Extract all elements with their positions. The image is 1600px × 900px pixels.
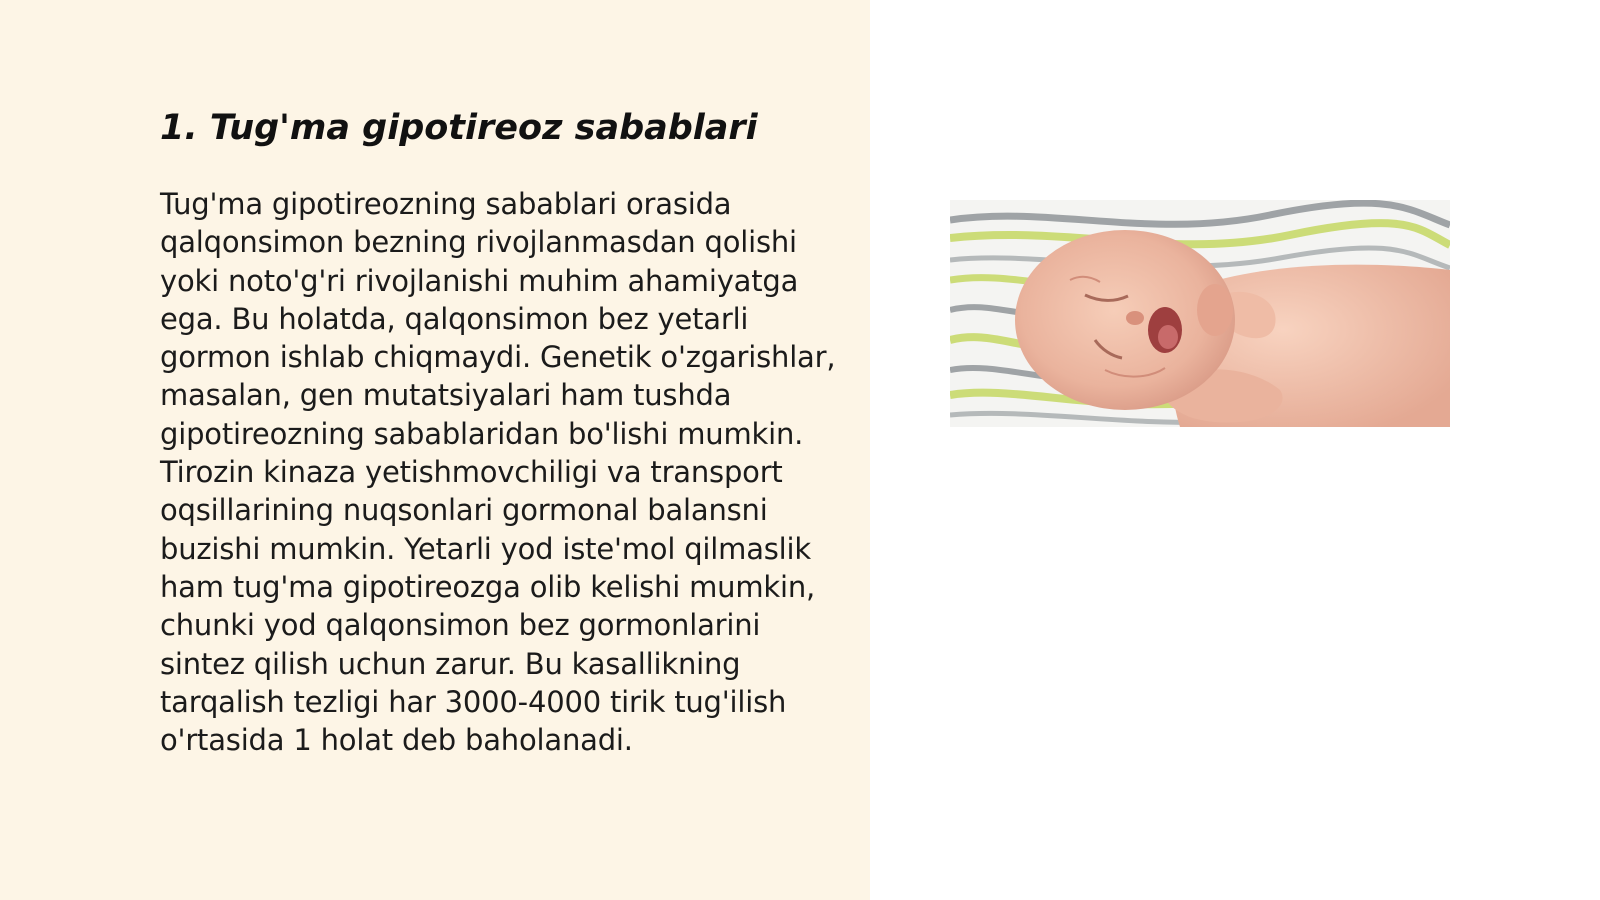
newborn-photo	[950, 200, 1450, 427]
newborn-baby-image	[950, 200, 1450, 427]
slide-body-text: Tug'ma gipotireozning sabablari orasida qalqonsimon bezning rivojlanmasdan qolishi yoki noto'g'ri rivojlanishi muhim ahamiyatga ega. Bu holatda, qalqonsimon bez yetarli gormon ishlab chiqmaydi. Genetik o'zgarishlar, masalan, gen mutatsiyalari ham tushda gipotireozning sabablaridan bo'lishi mumkin. Tirozin kinaza yetishmovchiligi va transport oqsillarining nuqsonlari gormonal balansni buzishi mumkin. Yetarli yod iste'mol qilmaslik ham tug'ma gipotireozga olib kelishi mumkin, chunki yod qalqonsimon bez gormonlarini sintez qilish uchun zarur. Bu kasallikning tarqalish tezligi har 3000-4000 tirik tug'ilish o'rtasida 1 holat deb baholanadi.	[160, 187, 836, 758]
slide-heading: 1. Tug'ma gipotireoz sabablari	[160, 108, 758, 148]
